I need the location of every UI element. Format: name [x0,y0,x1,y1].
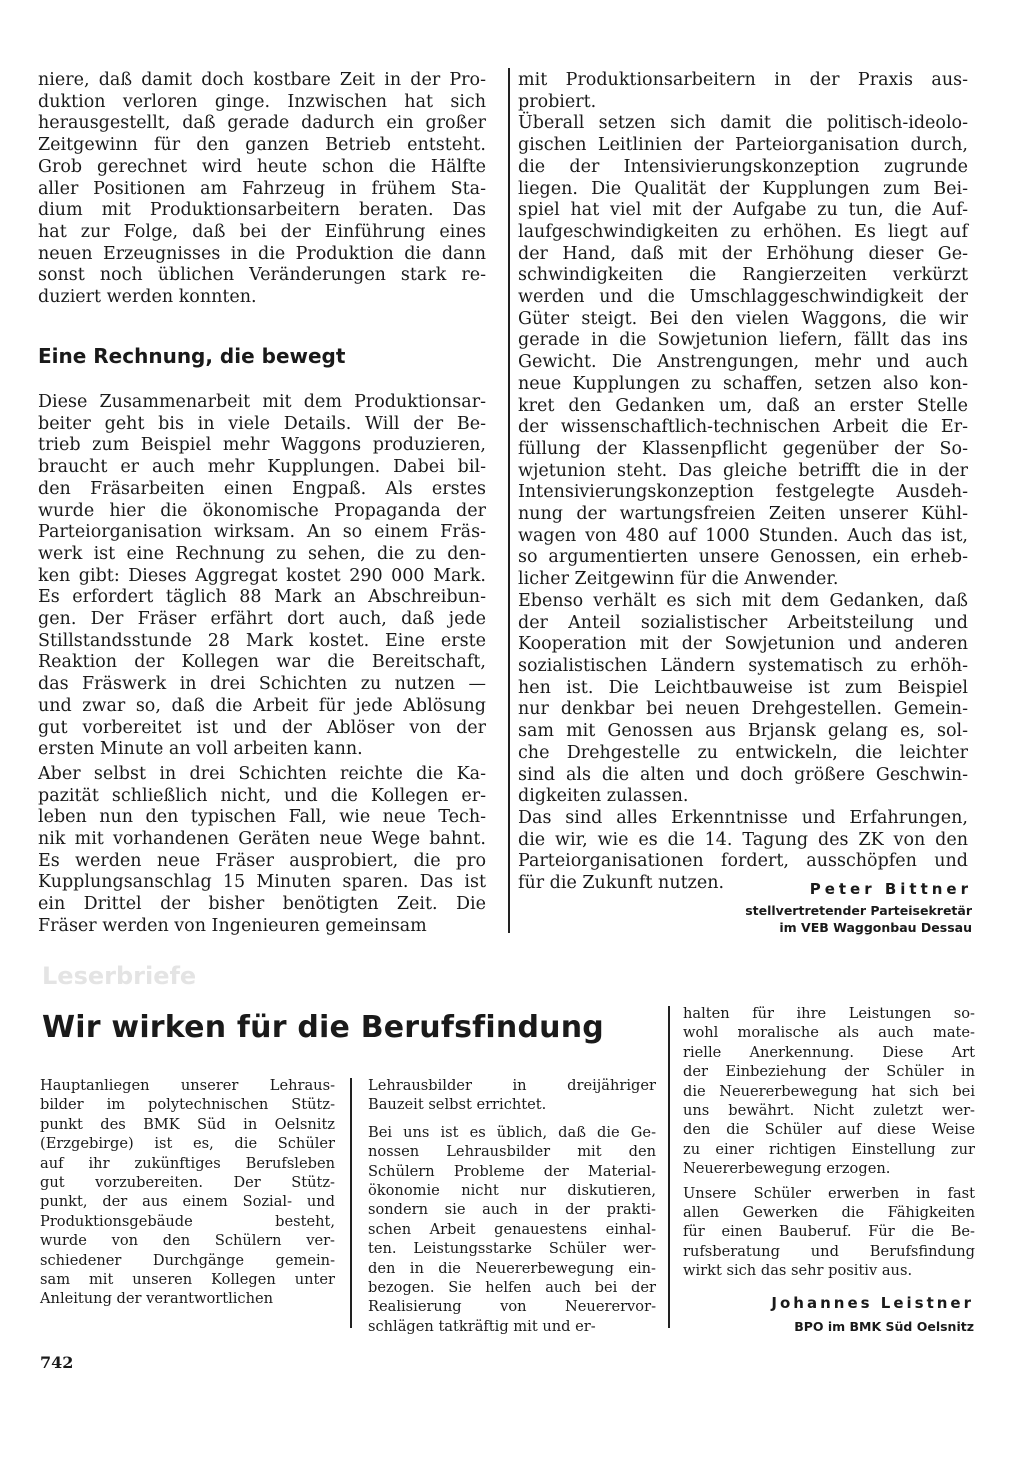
text-line: gerade in die Sowjetunion liefern, fällt das ins [518,330,968,351]
column-divider [508,68,510,933]
text-line: niere, daß damit doch kostbare Zeit in der Pro- [38,70,486,90]
text-line: werk ist eine Rechnung zu sehen, die zu den- [38,543,486,564]
text-line: punkt des BMK Süd in Oelsnitz [40,1115,335,1133]
paragraph [518,591,968,808]
text-line: leben nun den typischen Fall, wie neue Tech- [38,807,486,828]
text-line: gen. Der Fräser erfährt dort auch, daß jede [38,609,486,630]
text-line: rufsberatung und Berufsfindung [683,1242,975,1260]
text-line: halten für ihre Leistungen so- [683,1005,975,1022]
subheading: Eine Rechnung, die bewegt [38,344,346,368]
text-line: gut vorzubereiten. Der Stütz- [40,1174,335,1192]
text-line: auf ihr zukünftiges Berufsleben [40,1154,335,1172]
text-line: Das sind alles Erkenntnisse und Erfahrungen, [518,807,968,828]
text-line: trieb zum Beispiel mehr Waggons produzieren, [38,435,486,456]
text-line: spiel hat viel mit der Aufgabe zu tun, die Auf- [518,200,968,221]
article2-col2 [368,1076,656,1336]
text-line: und zwar so, daß die Arbeit für jede Ablösung [38,695,486,716]
text-line: digkeiten zulassen. [518,786,689,807]
text-line: Grob gerechnet wird heute schon die Hälfte [38,156,486,177]
text-line: Kupplungsanschlag 15 Minuten sparen. Das ist [38,872,486,893]
text-line: beiter geht bis in viele Details. Will der Be- [38,413,486,434]
text-line: sondern sie auch in der prakti- [368,1201,656,1219]
text-line: dium mit Produktionsarbeitern beraten. Das [38,200,486,221]
text-line: pazität schließlich nicht, und die Kollegen er- [38,785,486,806]
text-line: wurde von den Schülern ver- [40,1232,335,1250]
text-line: duktion verloren ginge. Inzwischen hat sich [38,91,486,112]
text-line: der wissenschaftlich-technischen Arbeit die Er- [518,417,968,438]
text-line: schlägen tatkräftig mit und er- [368,1317,596,1335]
text-line: che Drehgestelle zu entwickeln, die leichter [518,742,968,763]
article1-col1-top [38,70,486,309]
text-line: hat zur Folge, daß bei der Einführung eines [38,221,486,242]
author-name: Peter Bittner [809,880,972,898]
text-line: gut vorbereitet ist und der Ablöser von der [38,717,486,738]
text-line: Produktionsgebäude besteht, [40,1212,335,1230]
text-line: wohl moralische als auch mate- [683,1024,975,1042]
text-line: neue Kupplungen zu schaffen, setzen also kon- [518,373,968,394]
text-line: sozialistischen Ländern systematisch zu erhöh- [518,655,968,676]
text-line: wurde hier die ökonomische Propaganda der [38,500,486,521]
text-line: sind als die alten und doch größere Geschwin- [518,764,968,785]
text-line: neuen Erzeugnisses in die Produktion die dann [38,243,486,264]
text-line: Zeitgewinn für den ganzen Betrieb entsteht. [38,135,486,156]
text-line: zu einer richtigen Einstellung zur [683,1140,975,1158]
article1-col2 [518,70,968,895]
text-line: Lehrausbilder in dreijähriger [368,1077,656,1094]
text-line: punkt, der aus einem Sozial- und [40,1193,335,1211]
text-line: probiert. [518,91,597,112]
author-role [745,902,972,936]
paragraph [40,1076,335,1309]
text-line: Schülern Probleme der Material- [368,1162,656,1180]
text-line: Güter steigt. Bei den vielen Waggons, die wir [518,308,968,329]
text-line: mit Produktionsarbeitern in der Praxis aus- [518,70,968,90]
text-line: das Fräswerk in drei Schichten zu nutzen — [38,674,486,695]
text-line: bilder im polytechnischen Stütz- [40,1096,335,1114]
text-line: hen ist. Die Leichtbauweise ist zum Beispiel [518,677,968,698]
text-line: aller Positionen am Fahrzeug in frühem Sta- [38,178,486,199]
paragraph [518,113,968,590]
text-line: rielle Anerkennung. Diese Art [683,1043,975,1061]
text-line: den die Schüler auf diese Weise [683,1121,975,1139]
paragraph [38,392,486,761]
text-line: Parteiorganisation wirksam. An so einem Fräs- [38,522,486,543]
text-line: ein Drittel der bisher benötigten Zeit. Die [38,894,486,915]
paragraph [518,70,968,113]
text-line: der Hand, daß mit der Erhöhung dieser Ge- [518,243,968,264]
text-line: ersten Minute an voll arbeiten kann. [38,739,363,760]
text-line: den Fräsarbeiten einen Engpaß. Als erstes [38,478,486,499]
column-divider [350,1078,352,1328]
text-line: schen Arbeit genauestens einhal- [368,1220,656,1238]
text-line: Unsere Schüler erwerben in fast [683,1184,975,1202]
author-role-line: im VEB Waggonbau Dessau [779,920,972,935]
text-line: wirkt sich das sehr positiv aus. [683,1262,913,1280]
text-line: sam mit unseren Kollegen unter [40,1271,335,1289]
text-line: schwindigkeiten die Rangierzeiten verkürzt [518,265,968,286]
text-line: Reaktion der Kollegen war die Bereitschaft, [38,652,486,673]
paragraph [38,70,486,309]
text-line: Diese Zusammenarbeit mit dem Produktionsar- [38,392,486,412]
faded-section-label: Leserbriefe [42,962,197,990]
paragraph [38,764,486,938]
text-line: Ebenso verhält es sich mit dem Gedanken, daß [518,590,968,611]
text-line: Parteiorganisationen fordert, ausschöpfen und [518,851,968,872]
text-line: (Erzgebirge) ist es, die Schüler [40,1135,335,1153]
text-line: Aber selbst in drei Schichten reichte die Ka- [38,763,486,784]
paragraph [683,1004,975,1179]
text-line: laufgeschwindigkeiten zu erhöhen. Es liegt auf [518,221,968,242]
author-role: BPO im BMK Süd Oelsnitz [794,1319,974,1334]
text-line: so argumentierten unsere Genossen, ein erheb- [518,547,968,568]
text-line: schiedener Durchgänge gemein- [40,1251,335,1269]
text-line: die wir, wie es die 14. Tagung des ZK von den [518,829,968,850]
column-divider [668,1006,670,1328]
text-line: den in die Neuererbewegung ein- [368,1259,656,1277]
text-line: wagen von 480 auf 1000 Stunden. Auch das ist, [518,525,968,546]
text-line: Hauptanliegen unserer Lehraus- [40,1077,335,1094]
text-line: Intensivierungskonzeption festgelegte Ausdeh- [518,482,968,503]
text-line: herausgestellt, daß gerade dadurch ein großer [38,113,486,134]
text-line: licher Zeitgewinn für die Anwender. [518,569,839,590]
text-line: füllung der Klassenpflicht gegenüber der So- [518,438,968,459]
text-line: uns bewährt. Nicht zuletzt wer- [683,1102,975,1120]
text-line: duziert werden konnten. [38,287,257,308]
text-line: für die Zukunft nutzen. [518,873,725,894]
text-line: die Neuererbewegung hat sich bei [683,1082,975,1100]
text-line: wjetunion steht. Das gleiche betrifft die in der [518,460,968,481]
text-line: nung der wartungsfreien Zeiten unserer Kühl- [518,504,968,525]
text-line: Realisierung von Neuerervor- [368,1298,656,1316]
text-line: gischen Leitlinien der Parteiorganisation durch, [518,135,968,156]
text-line: sonst noch üblichen Veränderungen stark re- [38,265,486,286]
text-line: ökonomie nicht nur diskutieren, [368,1182,656,1200]
text-line: Bei uns ist es üblich, daß die Ge- [368,1123,656,1141]
text-line: nossen Lehrausbilder mit den [368,1143,656,1161]
author-role-line: stellvertretender Parteisekretär [745,903,972,918]
article2-col3 [683,1004,975,1281]
article2-col1 [40,1076,335,1309]
text-line: Es werden neue Fräser ausprobiert, die pro [38,850,486,871]
text-line: der Einbeziehung der Schüler in [683,1063,975,1081]
text-line: Bauzeit selbst errichtet. [368,1096,547,1114]
text-line: Stillstandsstunde 28 Mark kostet. Eine erste [38,630,486,651]
article1-col1-body [38,392,486,938]
text-line: Es erfordert täglich 88 Mark an Abschreibun- [38,587,486,608]
text-line: werden und die Umschlaggeschwindigkeit der [518,287,968,308]
article-title: Wir wirken für die Berufsfindung [42,1010,604,1045]
text-line: Überall setzen sich damit die politisch-ideolo- [518,113,968,134]
text-line: nur denkbar bei neuen Drehgestellen. Gemein- [518,699,968,720]
author-name: Johannes Leistner [771,1294,974,1312]
text-line: Neuererbewegung erzogen. [683,1160,891,1178]
page-number: 742 [40,1353,74,1372]
text-line: kret den Gedanken um, daß an erster Stelle [518,395,968,416]
text-line: allen Gewerken die Fähigkeiten [683,1204,975,1222]
text-line: für einen Bauberuf. Für die Be- [683,1223,975,1241]
text-line: sam mit Genossen aus Brjansk gelang es, sol- [518,721,968,742]
paragraph [683,1184,975,1281]
text-line: Anleitung der verantwortlichen [40,1290,274,1308]
paragraph [368,1076,656,1115]
text-line: braucht er auch mehr Kupplungen. Dabei bil- [38,457,486,478]
text-line: Gewicht. Die Anstrengungen, mehr und auch [518,352,968,373]
text-line: Fräser werden von Ingenieuren gemeinsam [38,915,427,936]
text-line: liegen. Die Qualität der Kupplungen zum Bei- [518,178,968,199]
text-line: ten. Leistungsstarke Schüler wer- [368,1240,656,1258]
text-line: bezogen. Sie helfen auch bei der [368,1279,656,1297]
text-line: nik mit vorhandenen Geräten neue Wege bahnt. [38,829,486,850]
text-line: der Anteil sozialistischer Arbeitsteilung und [518,612,968,633]
text-line: Kooperation mit der Sowjetunion und anderen [518,634,968,655]
text-line: die der Intensivierungskonzeption zugrunde [518,156,968,177]
text-line: ken gibt: Dieses Aggregat kostet 290 000 Mark. [38,565,486,586]
paragraph [368,1123,656,1336]
